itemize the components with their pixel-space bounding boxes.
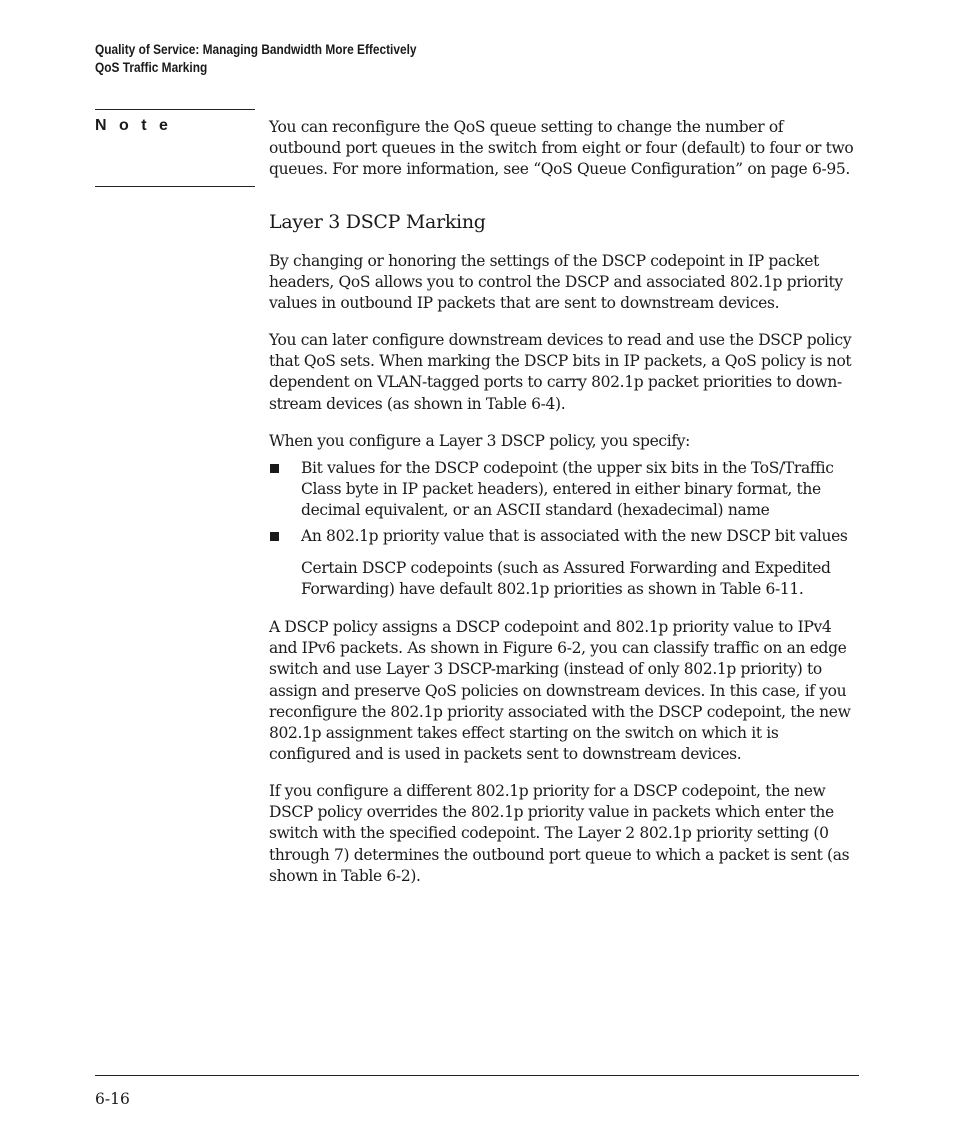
bullet-list xyxy=(269,526,857,547)
running-header xyxy=(95,41,416,77)
paragraph-3 xyxy=(269,431,857,452)
note-top-rule xyxy=(95,109,255,110)
bullet-note-text: Certain DSCP codepoints (such as Assured Forwarding and Expedited Forwarding) have default 802.1p priorities as shown in Table 6-11. xyxy=(301,559,831,599)
paragraph-2 xyxy=(269,330,857,415)
bullet-note-row xyxy=(269,558,857,600)
bullet-note xyxy=(269,558,857,600)
header-chapter-title: Quality of Service: Managing Bandwidth More Effectively xyxy=(95,42,417,57)
page-number: 6-16 xyxy=(95,1090,130,1108)
footer-rule xyxy=(95,1075,859,1076)
section-heading: Layer 3 DSCP Marking xyxy=(269,211,486,233)
list-item xyxy=(269,526,857,547)
paragraph-text: You can later configure downstream devices to read and use the DSCP policy that QoS sets. When marking the DSCP bits in IP packets, a QoS policy is not dependent on VLAN-tagged ports to carry 802.1p packet priorities to down-stream devices (as shown in Table 6-4). xyxy=(269,331,852,413)
paragraph-5 xyxy=(269,781,857,887)
paragraph-text: When you configure a Layer 3 DSCP policy, you specify: xyxy=(269,432,691,450)
square-bullet-icon xyxy=(270,532,279,541)
paragraph-4 xyxy=(269,617,857,765)
note-paragraph: You can reconfigure the QoS queue setting to change the number of outbound port queues in the switch from eight or four (default) to four or two queues. For more information, see “QoS Queue Configuration” on page 6-95. xyxy=(269,118,854,179)
list-item-text: Bit values for the DSCP codepoint (the upper six bits in the ToS/Traffic Class byte in IP packet headers), entered in either binary format, the decimal equivalent, or an ASCII standard (hexadecimal) name xyxy=(301,459,834,520)
header-section-title: QoS Traffic Marking xyxy=(95,60,208,75)
note-bottom-rule xyxy=(95,186,255,187)
list-item-text: An 802.1p priority value that is associated with the new DSCP bit values xyxy=(301,527,848,545)
paragraph-text: By changing or honoring the settings of the DSCP codepoint in IP packet headers, QoS allows you to control the DSCP and associated 802.1p priority values in outbound IP packets that are sent to downstream devices. xyxy=(269,252,843,313)
paragraph-text: If you configure a different 802.1p priority for a DSCP codepoint, the new DSCP policy overrides the 802.1p priority value in packets which enter the switch with the specified codepoint. The Layer 2 802.1p priority setting (0 through 7) determines the outbound port queue to which a packet is sent (as shown in Table 6-2). xyxy=(269,782,850,885)
square-bullet-icon xyxy=(270,464,279,473)
bullet-list xyxy=(269,458,857,522)
list-item xyxy=(269,458,857,522)
paragraph-1 xyxy=(269,251,857,315)
paragraph-text: A DSCP policy assigns a DSCP codepoint and 802.1p priority value to IPv4 and IPv6 packets. As shown in Figure 6-2, you can classify traffic on an edge switch and use Layer 3 DSCP-marking (instead of only 802.1p priority) to assign and preserve QoS policies on downstream devices. In this case, if you reconfigure the 802.1p priority associated with the DSCP codepoint, the new 802.1p assignment takes effect starting on the switch on which it is configured and is used in packets sent to downstream devices. xyxy=(269,618,851,764)
note-label: N o t e xyxy=(95,117,172,134)
note-text xyxy=(269,117,857,181)
